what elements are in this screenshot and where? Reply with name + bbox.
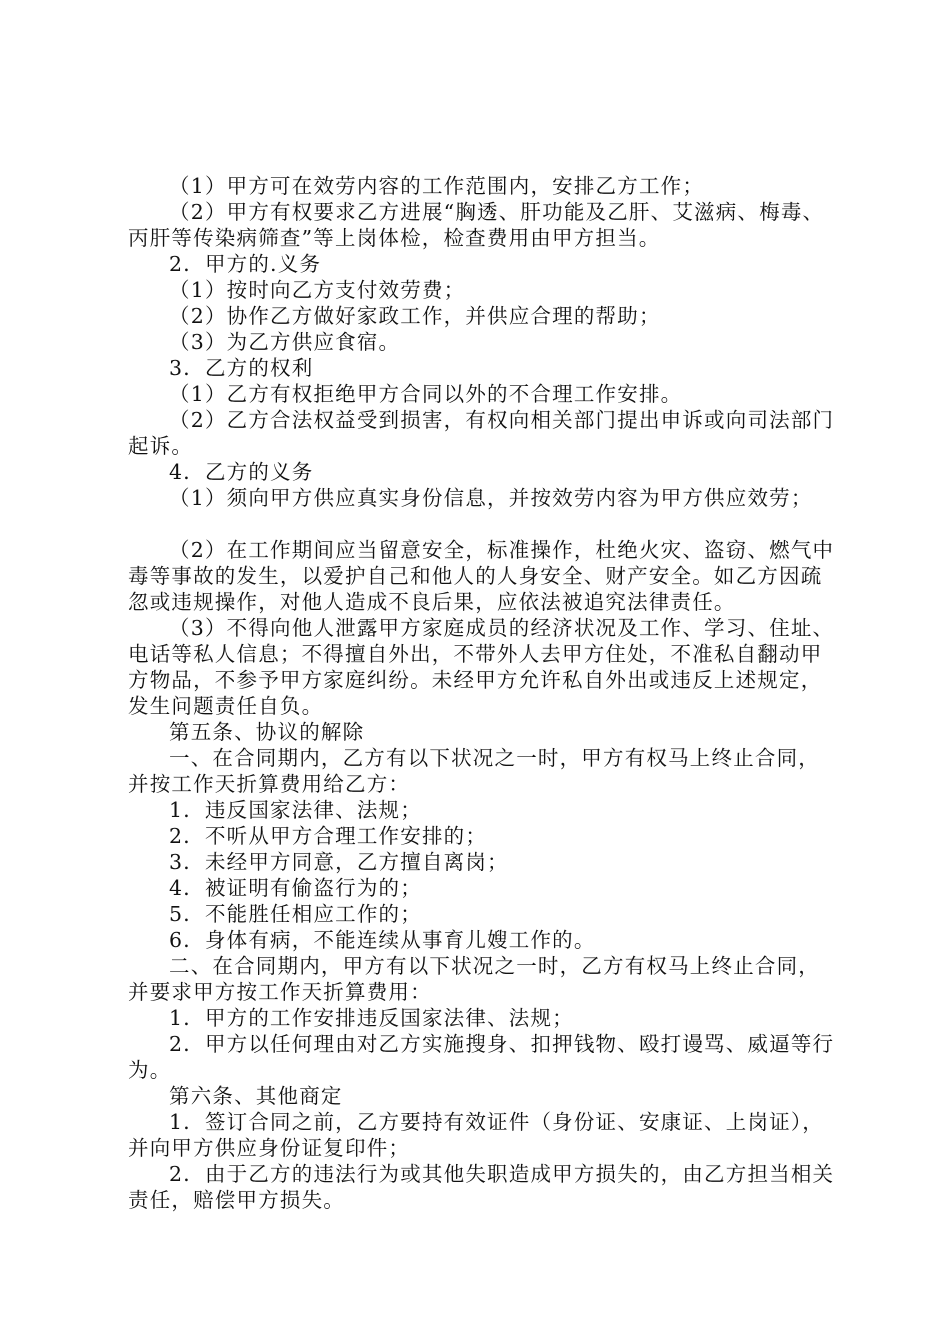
- list-item: 1．签订合同之前，乙方要持有效证件（身份证、安康证、上岗证），并向甲方供应身份证复印件；: [128, 1110, 824, 1160]
- list-item: 5．不能胜任相应工作的；: [169, 902, 422, 926]
- article-heading-5: 第五条、协议的解除: [169, 720, 365, 744]
- paragraph-4: （1）按时向乙方支付效劳费；: [169, 278, 466, 302]
- section-heading-party-a-obligations: 2．甲方的.义务: [169, 252, 322, 276]
- paragraph-8: （1）乙方有权拒绝甲方合同以外的不合理工作安排。: [169, 382, 683, 406]
- list-item: 2．甲方以任何理由对乙方实施搜身、扣押钱物、殴打谩骂、威逼等行为。: [128, 1032, 835, 1082]
- paragraph-2: （2）甲方有权要求乙方进展“胸透、肝功能及乙肝、艾滋病、梅毒、丙肝等传染病筛查”等上岗体检，检查费用由甲方担当。: [128, 200, 825, 250]
- paragraph-11: （1）须向甲方供应真实身份信息，并按效劳内容为甲方供应效劳；: [169, 486, 813, 510]
- list-item: 1．甲方的工作安排违反国家法律、法规；: [169, 1006, 574, 1030]
- list-item: 4．被证明有偷盗行为的；: [169, 876, 422, 900]
- list-item: 2．由于乙方的违法行为或其他失职造成甲方损失的，由乙方担当相关责任，赔偿甲方损失。: [128, 1162, 835, 1212]
- list-item: 3．未经甲方同意，乙方擅自离岗；: [169, 850, 509, 874]
- paragraph-12: （2）在工作期间应当留意安全，标准操作，杜绝火灾、盗窃、燃气中毒等事故的发生，以爱护自己和他人的人身安全、财产安全。如乙方因疏忽或违规操作，对他人造成不良后果，应依法被追究法律责任。: [128, 538, 835, 614]
- paragraph-9: （2）乙方合法权益受到损害，有权向相关部门提出申诉或向司法部门起诉。: [128, 408, 835, 458]
- list-item: 1．违反国家法律、法规；: [169, 798, 422, 822]
- list-item: 6．身体有病，不能连续从事育儿嫂工作的。: [169, 928, 596, 952]
- paragraph-15: 一、在合同期内，乙方有以下状况之一时，甲方有权马上终止合同，并按工作天折算费用给乙方：: [128, 746, 820, 796]
- list-item: 2．不听从甲方合理工作安排的；: [169, 824, 488, 848]
- section-heading-party-b-obligations: 4．乙方的义务: [169, 460, 314, 484]
- paragraph-6: （3）为乙方供应食宿。: [169, 330, 401, 354]
- paragraph-1: （1）甲方可在效劳内容的工作范围内，安排乙方工作；: [169, 174, 705, 198]
- section-heading-party-b-rights: 3．乙方的权利: [169, 356, 314, 380]
- document-body: [128, 173, 838, 1213]
- article-heading-6: 第六条、其他商定: [169, 1084, 343, 1108]
- paragraph-22: 二、在合同期内，甲方有以下状况之一时，乙方有权马上终止合同，并要求甲方按工作天折算费用：: [128, 954, 820, 1004]
- paragraph-5: （2）协作乙方做好家政工作，并供应合理的帮助；: [169, 304, 661, 328]
- paragraph-13: （3）不得向他人泄露甲方家庭成员的经济状况及工作、学习、住址、电话等私人信息；不得擅自外出，不带外人去甲方住处，不准私自翻动甲方物品，不参予甲方家庭纠纷。未经甲方允许私自外出或违反上述规定，发生问题责任自负。: [128, 616, 835, 718]
